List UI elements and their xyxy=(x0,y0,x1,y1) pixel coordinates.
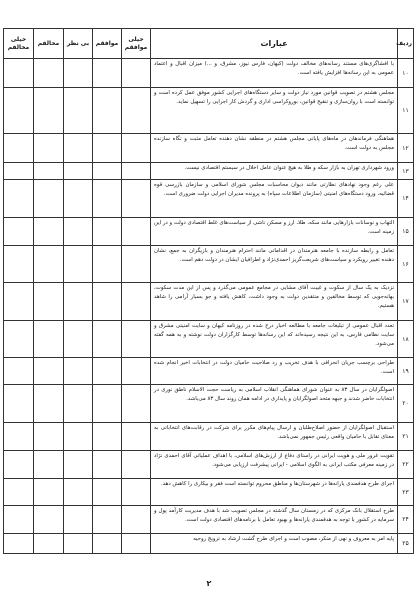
answer-cell-disagree[interactable] xyxy=(34,423,64,451)
header-strongly-agree: خیلی موافقم xyxy=(122,29,151,59)
table-row xyxy=(4,423,414,451)
answer-cell-agree[interactable] xyxy=(93,88,122,134)
answer-cell-neutral[interactable] xyxy=(64,59,93,88)
answer-cell-neutral[interactable] xyxy=(64,506,93,534)
answer-cell-agree[interactable] xyxy=(93,321,122,358)
answer-cell-strongly-disagree[interactable] xyxy=(4,283,34,321)
table-row xyxy=(4,88,414,134)
answer-cell-agree[interactable] xyxy=(93,180,122,218)
answer-cell-strongly-disagree[interactable] xyxy=(4,246,34,283)
statement-text: مجلس هشتم در تصویب قوانین مورد نیاز دولت و سایر دستگاه‌های اجرایی کشور موفق عمل کرده است و توانسته است با روان‌سازی و تنقیح قوانین، بوروکراسی اداری و گردش کار اجرایی را تسهیل نماید. xyxy=(151,88,398,134)
answer-cell-agree[interactable] xyxy=(93,385,122,423)
answer-cell-disagree[interactable] xyxy=(34,59,64,88)
answer-cell-strongly-agree[interactable] xyxy=(122,385,151,423)
header-disagree: مخالفم xyxy=(34,29,64,59)
answer-cell-strongly-disagree[interactable] xyxy=(4,385,34,423)
answer-cell-neutral[interactable] xyxy=(64,134,93,163)
questionnaire-table xyxy=(3,28,414,554)
row-number: ۲۲ xyxy=(398,451,414,479)
answer-cell-strongly-agree[interactable] xyxy=(122,218,151,246)
answer-cell-strongly-disagree[interactable] xyxy=(4,134,34,163)
answer-cell-agree[interactable] xyxy=(93,534,122,554)
table-row xyxy=(4,246,414,283)
answer-cell-disagree[interactable] xyxy=(34,451,64,479)
answer-cell-strongly-disagree[interactable] xyxy=(4,479,34,506)
answer-cell-disagree[interactable] xyxy=(34,163,64,180)
answer-cell-agree[interactable] xyxy=(93,218,122,246)
answer-cell-strongly-agree[interactable] xyxy=(122,358,151,385)
answer-cell-strongly-disagree[interactable] xyxy=(4,163,34,180)
row-number: ۱۲ xyxy=(398,134,414,163)
answer-cell-disagree[interactable] xyxy=(34,385,64,423)
row-number: ۱۳ xyxy=(398,163,414,180)
answer-cell-strongly-agree[interactable] xyxy=(122,163,151,180)
answer-cell-strongly-disagree[interactable] xyxy=(4,59,34,88)
answer-cell-neutral[interactable] xyxy=(64,423,93,451)
table-row xyxy=(4,134,414,163)
table-row xyxy=(4,163,414,180)
header-strongly-disagree: خیلی مخالفم xyxy=(4,29,34,59)
header-statement: عبارات xyxy=(151,29,398,59)
table-row xyxy=(4,218,414,246)
answer-cell-strongly-disagree[interactable] xyxy=(4,451,34,479)
row-number: ۱۸ xyxy=(398,321,414,358)
row-number: ۱۶ xyxy=(398,246,414,283)
statement-text: ورود شهرداری تهران به بازار سکه و طلا به هیچ عنوان عامل اخلال در سیستم اقتصادی نیست. xyxy=(151,163,398,180)
table-row xyxy=(4,451,414,479)
statement-text: هماهنگی فرماندهان در ماه‌های پایانی مجلس هشتم در منطقه نشان دهنده تعامل مثبت و نگاه سازنده مجلس به دولت است. xyxy=(151,134,398,163)
row-number: ۲۴ xyxy=(398,506,414,534)
statement-text: تعدد اقبال عمومی از تبلیغات جامعه با مطالعه اخبار درج شده در روزنامه کیهان و سایت امنیتی مشرق و سایت نظامی فارس، به این نتیجه رسیده‌اند که این رسانه‌ها توسط کارگزاران دولت نوشته و به همه گفته می‌شود. xyxy=(151,321,398,358)
statement-text: استقبال اصولگرایان از حضور اصلاح‌طلبان و ارسال پیام‌های مکرر برای شرکت در رقابت‌های انتخاباتی به معنای تقابل با حامیان واقعی رئیس جمهور نمی‌باشد. xyxy=(151,423,398,451)
table-row xyxy=(4,479,414,506)
answer-cell-agree[interactable] xyxy=(93,506,122,534)
answer-cell-strongly-agree[interactable] xyxy=(122,59,151,88)
answer-cell-agree[interactable] xyxy=(93,59,122,88)
answer-cell-strongly-agree[interactable] xyxy=(122,451,151,479)
answer-cell-disagree[interactable] xyxy=(34,134,64,163)
statement-text: با افشاگری‌های مستند رسانه‌های مخالف دولت (کیهان، فارس نیوز، مشرق، و ...) میزان اقبال و اعتماد عمومی به این رسانه‌ها افزایش یافته است. xyxy=(151,59,398,88)
answer-cell-strongly-agree[interactable] xyxy=(122,134,151,163)
answer-cell-strongly-disagree[interactable] xyxy=(4,88,34,134)
answer-cell-strongly-agree[interactable] xyxy=(122,88,151,134)
answer-cell-agree[interactable] xyxy=(93,246,122,283)
answer-cell-strongly-agree[interactable] xyxy=(122,180,151,218)
row-number: ۲۰ xyxy=(398,385,414,423)
answer-cell-neutral[interactable] xyxy=(64,218,93,246)
statement-text: طرح استقلال بانک مرکزی که در زمستان سال گذشته در مجلس تصویب شد با هدف مدیریت کارآمد پول و سرمایه در کشور با توجه به هدفمندی یارانه‌ها و بهبود تعامل با برنامه‌های اقتصادی دولت است. xyxy=(151,506,398,534)
header-row-number: ردیف xyxy=(398,29,414,59)
answer-cell-neutral[interactable] xyxy=(64,163,93,180)
table-row xyxy=(4,321,414,358)
table-row xyxy=(4,358,414,385)
answer-cell-neutral[interactable] xyxy=(64,479,93,506)
statement-text: پایه امر به معروف و نهی از منکر، مصوب است و اجرای طرح گشت ارشاد به ترویج روحیه xyxy=(151,534,398,554)
answer-cell-neutral[interactable] xyxy=(64,88,93,134)
answer-cell-disagree[interactable] xyxy=(34,534,64,554)
statements-body xyxy=(4,59,414,554)
statement-text: اصولگرایان در سال ۸۳ به عنوان شورای هماهنگی انقلاب اسلامی به ریاست حجت الاسلام ناطق نوری در انتخابات حاضر شدند و جبهه متحد اصولگرایان و پایداری در ادامه همان روند سال ۸۳ می‌باشد. xyxy=(151,385,398,423)
answer-cell-strongly-agree[interactable] xyxy=(122,506,151,534)
answer-cell-disagree[interactable] xyxy=(34,358,64,385)
row-number: ۱۵ xyxy=(398,218,414,246)
row-number: ۱۰ xyxy=(398,59,414,88)
statement-text: تقویت غرور ملی و هویت ایرانی در راستای دفاع از ارزش‌های اسلامی، با اهداف عملیاتی آقای احمدی نژاد در زمینه معرفی مکتب ایرانی به الگوی اسلامی - ایرانی پیشرفت ارزیابی می‌شود. xyxy=(151,451,398,479)
header-agree: موافقم xyxy=(93,29,122,59)
answer-cell-strongly-disagree[interactable] xyxy=(4,321,34,358)
answer-cell-strongly-disagree[interactable] xyxy=(4,358,34,385)
answer-cell-disagree[interactable] xyxy=(34,321,64,358)
page-number: ۲ xyxy=(206,579,212,588)
answer-cell-agree[interactable] xyxy=(93,358,122,385)
answer-cell-agree[interactable] xyxy=(93,134,122,163)
row-number: ۱۱ xyxy=(398,88,414,134)
table-row xyxy=(4,506,414,534)
answer-cell-strongly-agree[interactable] xyxy=(122,283,151,321)
answer-cell-agree[interactable] xyxy=(93,451,122,479)
table-row xyxy=(4,180,414,218)
answer-cell-strongly-disagree[interactable] xyxy=(4,180,34,218)
row-number: ۱۴ xyxy=(398,180,414,218)
statement-text: اجرای طرح هدفمندی یارانه‌ها در شهرستان‌ها و مناطق محروم توانسته است فقر و بیکاری را کاهش دهد. xyxy=(151,479,398,506)
answer-cell-neutral[interactable] xyxy=(64,385,93,423)
answer-cell-agree[interactable] xyxy=(93,283,122,321)
answer-cell-strongly-agree[interactable] xyxy=(122,321,151,358)
answer-cell-neutral[interactable] xyxy=(64,358,93,385)
table-row xyxy=(4,385,414,423)
answer-cell-disagree[interactable] xyxy=(34,88,64,134)
answer-cell-strongly-agree[interactable] xyxy=(122,423,151,451)
table-row xyxy=(4,59,414,88)
answer-cell-disagree[interactable] xyxy=(34,180,64,218)
answer-cell-disagree[interactable] xyxy=(34,283,64,321)
answer-cell-disagree[interactable] xyxy=(34,479,64,506)
table-row xyxy=(4,283,414,321)
answer-cell-neutral[interactable] xyxy=(64,451,93,479)
header-row xyxy=(4,29,414,59)
answer-cell-disagree[interactable] xyxy=(34,506,64,534)
statement-text: طراحی برچسب جریان انحرافی با هدف تخریب و رد صلاحیت حامیان دولت در انتخابات اخیر انجام شده است. xyxy=(151,358,398,385)
answer-cell-strongly-agree[interactable] xyxy=(122,534,151,554)
row-number: ۲۳ xyxy=(398,479,414,506)
answer-cell-agree[interactable] xyxy=(93,423,122,451)
table-row xyxy=(4,534,414,554)
answer-cell-neutral[interactable] xyxy=(64,180,93,218)
answer-cell-neutral[interactable] xyxy=(64,534,93,554)
answer-cell-disagree[interactable] xyxy=(34,218,64,246)
answer-cell-neutral[interactable] xyxy=(64,246,93,283)
statement-text: التهاب و نوسانات بازارهایی مانند سکه، طلا، ارز و مسکن ناشی از سیاست‌های غلط اقتصادی دولت و در این زمینه است. xyxy=(151,218,398,246)
header-neutral: بی نظر xyxy=(64,29,93,59)
row-number: ۲۵ xyxy=(398,534,414,554)
answer-cell-agree[interactable] xyxy=(93,479,122,506)
answer-cell-strongly-disagree[interactable] xyxy=(4,534,34,554)
row-number: ۱۹ xyxy=(398,358,414,385)
answer-cell-disagree[interactable] xyxy=(34,246,64,283)
answer-cell-neutral[interactable] xyxy=(64,283,93,321)
answer-cell-strongly-disagree[interactable] xyxy=(4,218,34,246)
statement-text: تعامل و رابطه سازنده با جامعه هنرمندان در اقداماتی مانند احترام هنرمندان و بازیگران به جمع، نشان دهنده تغییر رویکرد و سیاست‌های شریعت‌گریز احمدی‌نژاد و اطرافیان ایشان در دولت دهم است. xyxy=(151,246,398,283)
answer-cell-strongly-disagree[interactable] xyxy=(4,506,34,534)
statement-text: نزدیک به یک سال از سکوت و غیبت آقای مشایی در مجامع عمومی می‌گذرد و پس از این مدت سکوت، بهانه‌جویی که توسط مخالفین و منتقدین دولت به وجود داشت، کاهش یافته و جو بسیار آرامی را شاهد هستیم. xyxy=(151,283,398,321)
answer-cell-strongly-agree[interactable] xyxy=(122,479,151,506)
statement-text: علی رغم وجود نهادهای نظارتی مانند دیوان محاسبات مجلس شورای اسلامی و سازمان بازرسی قوه قضائیه، ورود دستگاه‌های امنیتی (سازمان اطلاعات سپاه) به پرونده مدیران اجرایی دولت ضروری است. xyxy=(151,180,398,218)
answer-cell-strongly-agree[interactable] xyxy=(122,246,151,283)
answer-cell-agree[interactable] xyxy=(93,163,122,180)
row-number: ۲۱ xyxy=(398,423,414,451)
answer-cell-neutral[interactable] xyxy=(64,321,93,358)
answer-cell-strongly-disagree[interactable] xyxy=(4,423,34,451)
questionnaire-sheet xyxy=(3,28,413,554)
row-number: ۱۷ xyxy=(398,283,414,321)
